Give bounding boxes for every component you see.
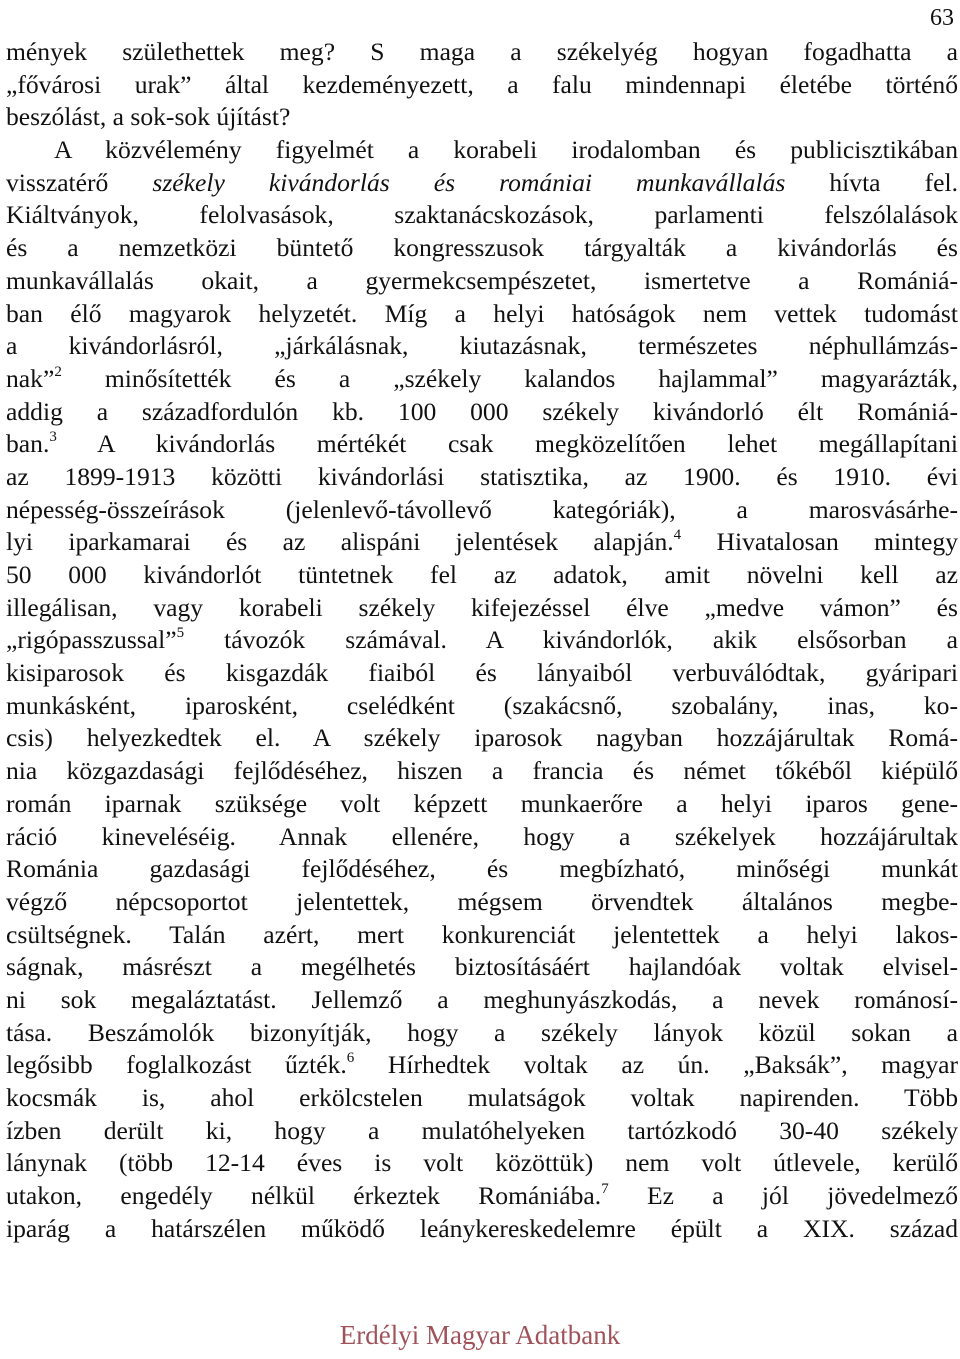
text-line [6,1180,958,1213]
text-line [6,1213,958,1246]
text-line [6,821,958,854]
text-segment: Hivatalosan mintegy [681,527,958,557]
text-line [6,428,958,461]
text-line [6,722,958,755]
text-segment: visszatérő [6,167,153,197]
body-text [6,36,958,1245]
watermark: Erdélyi Magyar Adatbank [339,1320,621,1350]
footnote-marker: 6 [346,1050,355,1067]
text-segment: a kivándorlásról, „járkálásnak, kiutazásnak, természetes néphullámzás- [6,331,958,361]
text-segment: ban. [6,429,50,459]
text-line [6,592,958,625]
text-segment: beszólást, a sok-sok újítást? [6,102,291,132]
footnote-marker: 4 [673,527,682,544]
text-segment: lyi iparkamarai és az alispáni jelentések alapján. [6,527,674,557]
text-line [6,232,958,265]
footnote-marker: 5 [176,625,185,642]
text-segment: 50 000 kivándorlót tüntetnek fel az adatok, amit növelni kell az [6,560,958,589]
text-line [6,951,958,984]
footnote-marker: 2 [54,363,62,380]
text-line [6,298,958,331]
text-segment: kisiparosok és kisgazdák fiaiból és lányaiból verbuválódtak, gyáripari [6,658,958,688]
text-segment: Hírhedtek voltak az ún. „Baksák”, magyar [354,1050,958,1080]
text-line [6,1049,958,1082]
text-segment: távozók számával. A kivándorlók, akik elsősorban a [184,625,958,655]
text-line [6,494,958,527]
text-segment: Kiáltványok, felolvasások, szaktanácskozások, parlamenti felszólalások [6,200,958,230]
text-line [6,167,958,200]
text-segment: Románia gazdasági fejlődéséhez, és megbízható, minőségi munkát [6,854,958,884]
text-segment: munkásként, iparosként, cselédként (szakácsnő, szobalány, inas, ko- [6,690,958,720]
text-segment: utakon, engedély nélkül érkeztek Romániába. [6,1181,602,1211]
text-line [6,1115,958,1148]
text-line [6,330,958,363]
text-segment: ban élő magyarok helyzetét. Míg a helyi hatóságok nem vettek tudomást [6,298,958,328]
text-line [6,755,958,788]
text-segment: tása. Beszámolók bizonyítják, hogy a székely lányok közül sokan a [6,1017,958,1047]
text-segment: mények születhettek meg? S maga a székelyég hogyan fogadhatta a [6,37,958,66]
text-line [6,36,958,69]
text-segment: ízben derült ki, hogy a mulatóhelyeken tartózkodó 30-40 székely [6,1115,958,1145]
text-segment: lánynak (több 12-14 éves is volt közöttük) nem volt útlevele, kerülő [6,1148,958,1178]
text-line [6,134,958,167]
text-segment: csültségnek. Talán azért, mert konkurenciát jelentettek a helyi lakos- [6,919,958,949]
text-line [6,624,958,657]
text-segment: kocsmák is, ahol erkölcstelen mulatságok voltak napirenden. Több [6,1083,958,1112]
text-segment: „rigópasszussal” [6,625,177,655]
text-segment: addig a századfordulón kb. 100 000 székely kivándorló élt Romániá- [6,396,958,426]
text-line [6,1147,958,1180]
text-segment: ságnak, másrészt a megélhetés biztosításáért hajlandóak voltak elvisel- [6,952,958,982]
text-segment: A közvélemény figyelmét a korabeli irodalomban és publicisztikában [54,135,958,165]
text-segment: „fővárosi urak” által kezdeményezett, a falu mindennapi életébe történő [6,69,958,99]
text-line [6,363,958,396]
text-line [6,526,958,559]
text-line [6,265,958,298]
text-segment: legősibb foglalkozást űzték. [6,1050,347,1080]
text-segment: csis) helyezkedtek el. A székely iparosok nagyban hozzájárultak Romá- [6,723,958,753]
text-segment: román iparnak szüksége volt képzett munkaerőre a helyi iparos gene- [6,788,958,818]
text-line [6,984,958,1017]
text-segment: Ez a jól jövedelmező [608,1181,958,1211]
page-number: 63 [930,5,954,31]
text-line [6,853,958,886]
text-segment: iparág a határszélen működő leánykereskedelemre épült a XIX. század [6,1213,958,1243]
text-segment: hívta fel. [785,167,958,197]
text-line [6,559,958,592]
text-segment: illegálisan, vagy korabeli székely kifejezéssel élve „medve vámon” és [6,592,958,622]
text-segment: az 1899-1913 közötti kivándorlási statisztika, az 1900. és 1910. évi [6,461,958,491]
text-line [6,396,958,429]
text-segment: és a nemzetközi büntető kongresszusok tárgyalták a kivándorlás és [6,233,958,263]
text-line [6,199,958,232]
text-line [6,461,958,494]
footnote-marker: 3 [49,429,57,446]
text-segment: nak” [6,363,55,393]
text-segment: A kivándorlás mértékét csak megközelítően lehet megállapítani [56,429,958,459]
text-segment: végző népcsoportot jelentettek, mégsem örvendtek általános megbe- [6,886,958,916]
text-segment: ni sok megaláztatást. Jellemző a meghunyászkodás, a nevek románosí- [6,984,958,1014]
text-segment: minősítették és a „székely kalandos hajlammal” magyarázták, [61,363,958,393]
text-segment: munkavállalás okait, a gyermekcsempészetet, ismertetve a Romániá- [6,265,958,295]
text-line [6,788,958,821]
text-line [6,919,958,952]
text-line [6,690,958,723]
text-segment: nia közgazdasági fejlődéséhez, hiszen a francia és német tőkéből kiépülő [6,756,958,786]
text-line [6,1017,958,1050]
footnote-marker: 7 [601,1181,609,1198]
text-line [6,1082,958,1115]
text-segment: népesség-összeírások (jelenlevő-távollevő kategóriák), a marosvásárhe- [6,494,958,524]
text-line [6,886,958,919]
text-line [6,657,958,690]
text-line [6,69,958,102]
text-segment: ráció kineveléséig. Annak ellenére, hogy a székelyek hozzájárultak [6,821,958,851]
text-line [6,101,958,134]
italic-segment: székely kivándorlás és romániai munkavállalás [152,167,786,197]
